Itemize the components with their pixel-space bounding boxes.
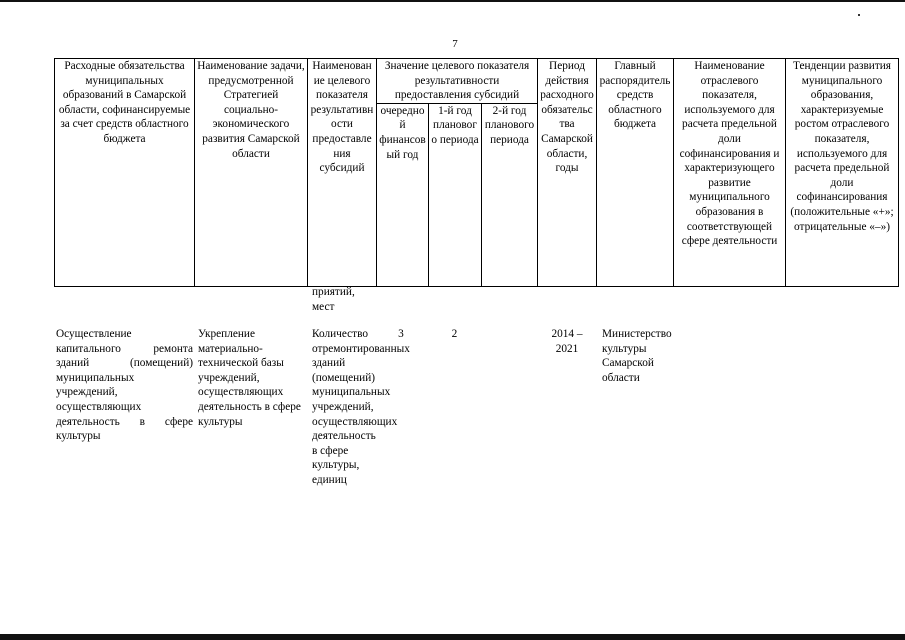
scan-edge-bottom	[0, 634, 905, 640]
header-current-year: очередной финансовый год	[377, 103, 429, 286]
row-obligation: Осуществление капитального ремонта зданий (помещений) муниципальных учреждений, осуществляющих деятельность в сфере культуры	[56, 328, 193, 443]
header-plan-year-1: 1-й год планового периода	[429, 103, 482, 286]
header-plan-year-2: 2-й год планового периода	[482, 103, 538, 286]
scan-edge-top	[0, 0, 905, 2]
row-task: Укрепление материально-технической базы учреждений, осуществляющих деятельность в сфере культуры	[198, 328, 301, 428]
row-period: 2014 – 2021	[551, 328, 583, 355]
header-sector-indicator: Наименование отраслевого показателя, используемого для расчета предельной доли софинансирования и характеризующего развитие муниципального образования в соответствующей сфере деятельности	[674, 59, 786, 287]
header-development-trends: Тенденции развития муниципального образования, характеризуемые ростом отраслевого показателя, используемого для расчета предельной доли софинансирования (положительные «+»; отрицательные «–»)	[786, 59, 899, 287]
row-value-year1: 2	[451, 328, 458, 340]
carry-over-text: приятий, мест	[312, 286, 355, 313]
header-period: Период действия расходного обязательства Самарской области, годы	[538, 59, 597, 287]
header-indicator-value: Значение целевого показателя результативности предоставления субсидий	[377, 59, 538, 104]
table-header	[54, 58, 899, 287]
page-number: 7	[452, 38, 458, 50]
header-strategy-task: Наименование задачи, предусмотренной Стратегией социально-экономического развития Самарской области	[195, 59, 308, 287]
row-administrator: Министерство культуры Самарской области	[602, 328, 672, 384]
header-obligations: Расходные обязательства муниципальных образований в Самарской области, софинансируемые за счет средств областного бюджета	[55, 59, 195, 287]
header-indicator-name: Наименование целевого показателя результативности предоставления субсидий	[308, 59, 377, 287]
row-indicator: Количество отремонтированных зданий (помещений) муниципальных учреждений, осуществляющих деятельность в сфере культуры, единиц	[312, 328, 410, 486]
row-value-current: 3	[398, 328, 404, 340]
scan-speck	[858, 14, 860, 16]
header-administrator: Главный распорядитель средств областного бюджета	[597, 59, 674, 287]
